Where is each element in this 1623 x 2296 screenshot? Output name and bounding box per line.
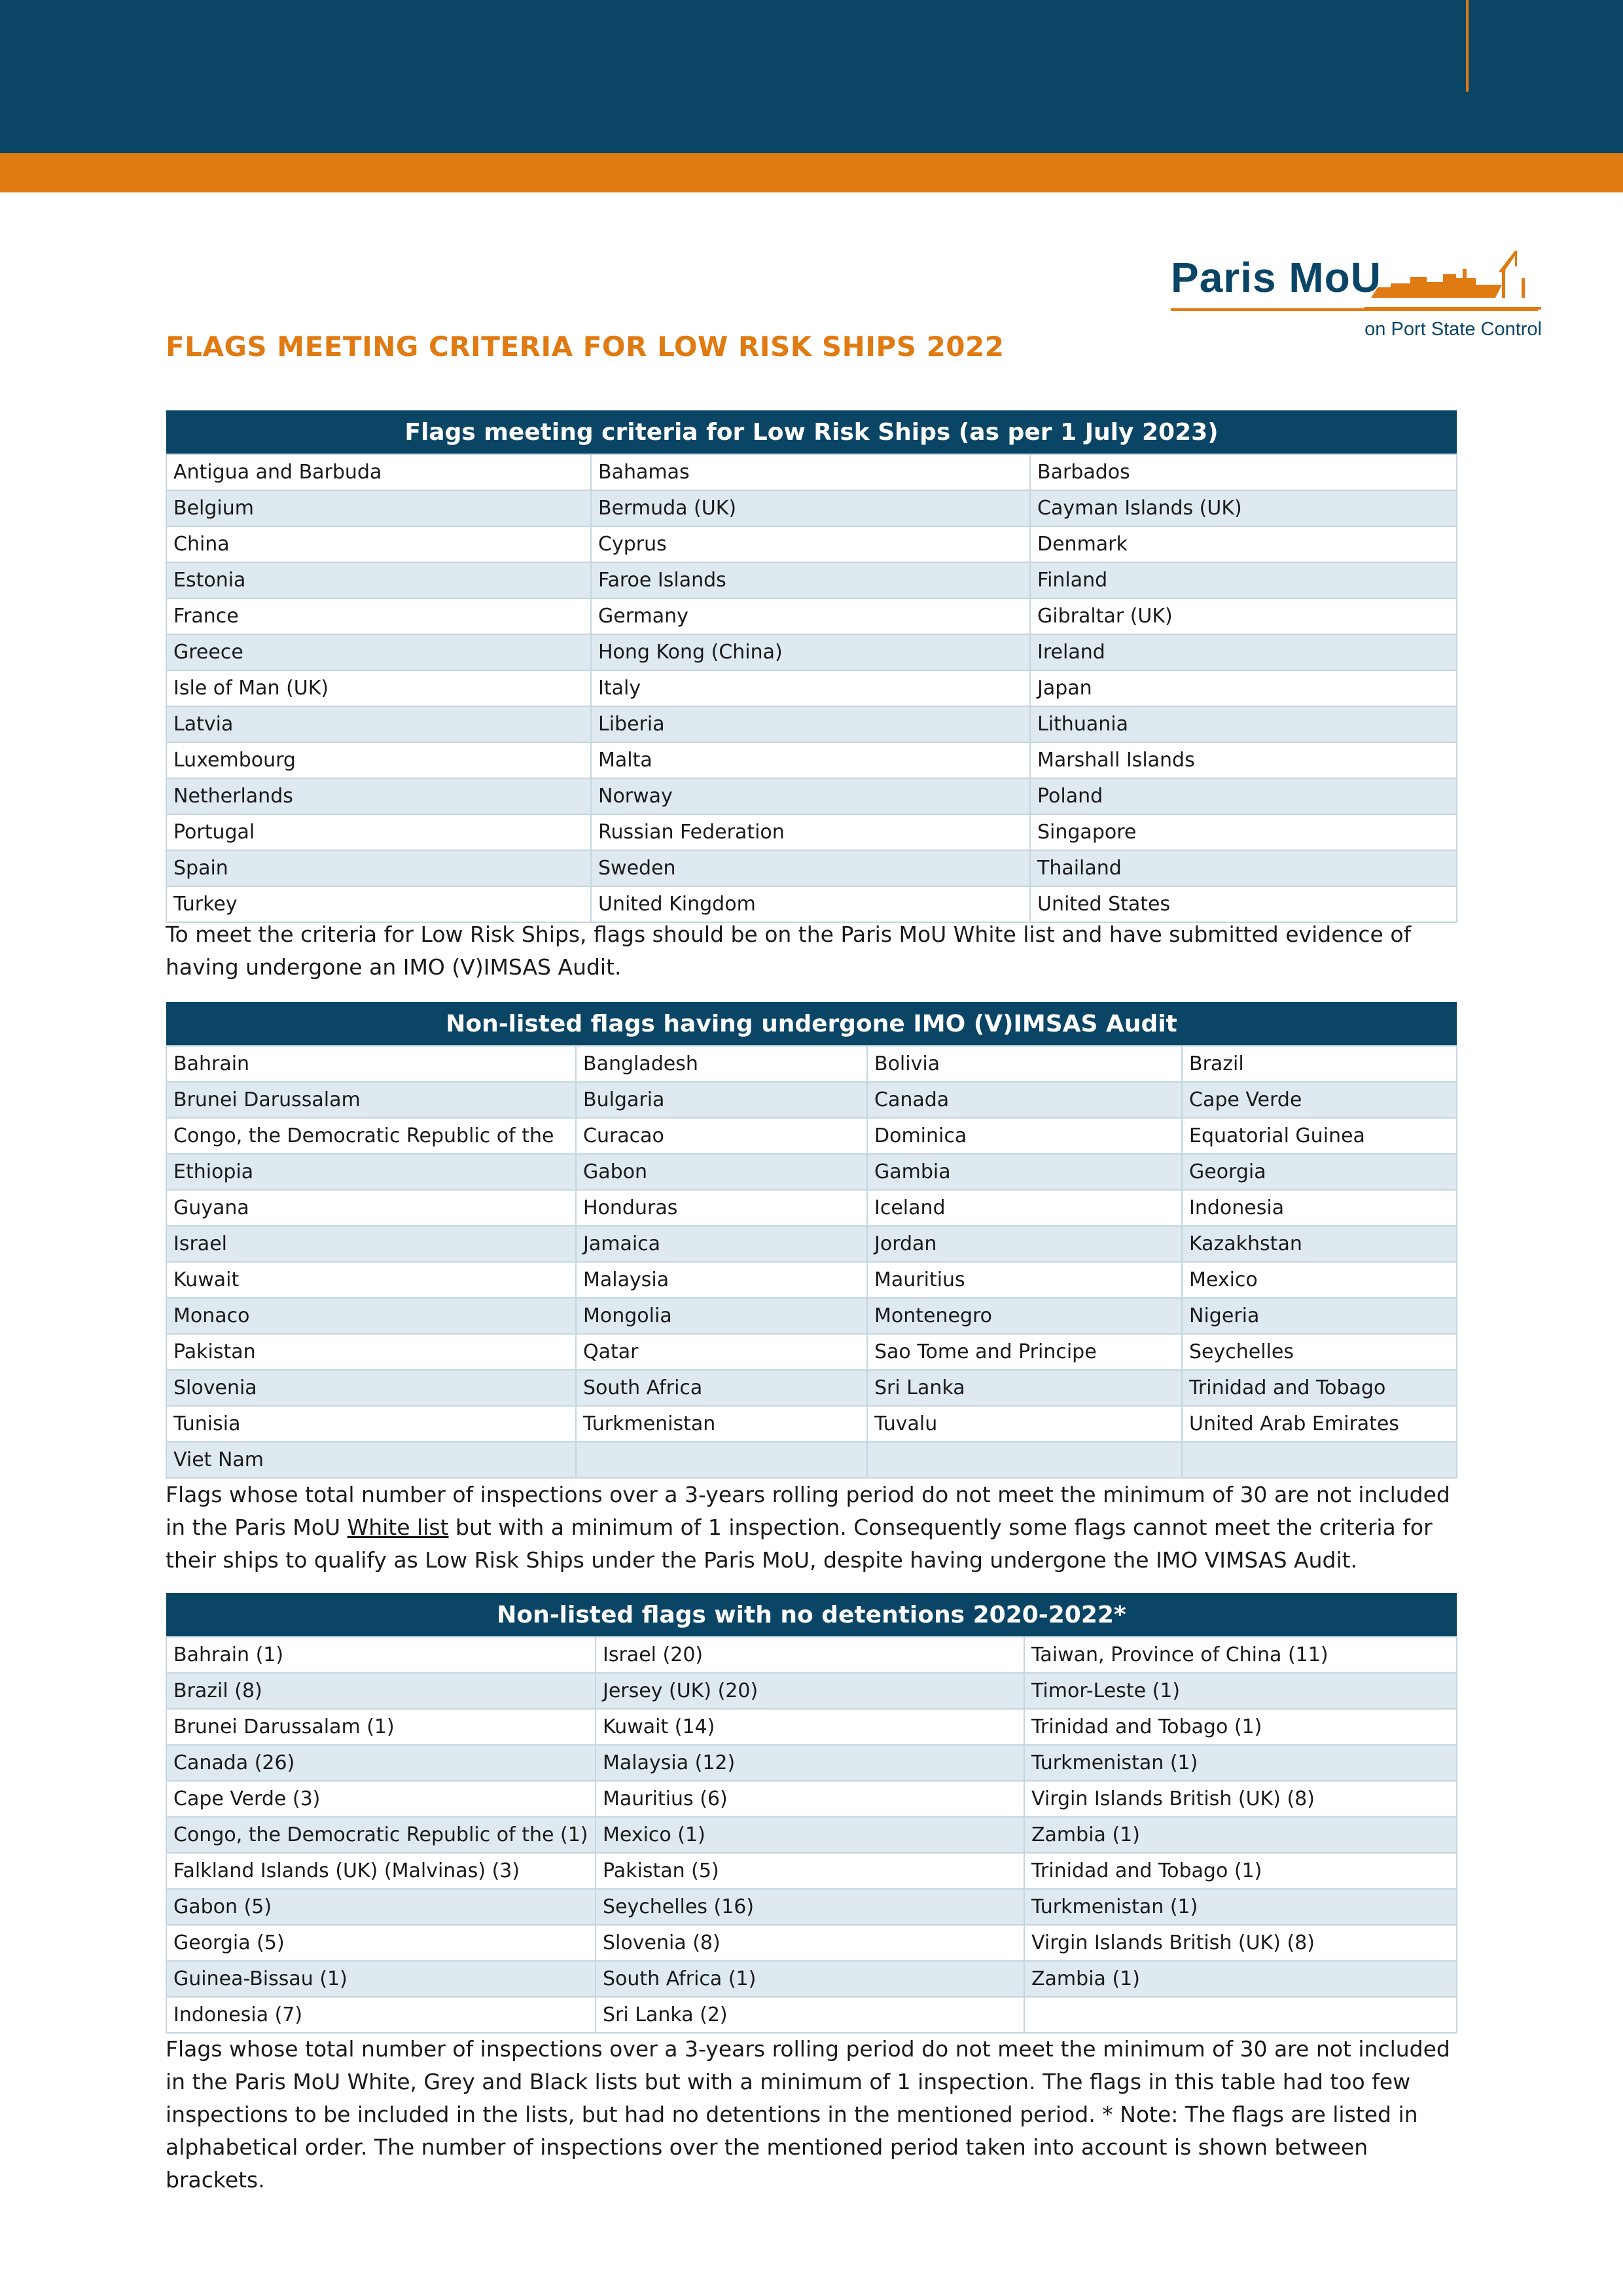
flag-cell: United States bbox=[1030, 886, 1457, 922]
flag-cell: Brazil (8) bbox=[166, 1673, 596, 1709]
flag-cell: Kuwait (14) bbox=[596, 1709, 1024, 1745]
white-list-note bbox=[166, 1479, 1461, 1577]
table-title: Flags meeting criteria for Low Risk Ships (as per 1 July 2023) bbox=[166, 410, 1457, 454]
flag-cell: Malaysia (12) bbox=[596, 1745, 1024, 1781]
flag-cell: Estonia bbox=[166, 562, 591, 598]
table-row bbox=[166, 1046, 1457, 1082]
table-row bbox=[166, 742, 1457, 778]
white-list-note-text-2: but with a minimum of 1 inspection. Consequently some flags cannot meet the criteria for their ships to qualify as Low Risk Ships under the Paris MoU, despite having undergone the IMO VIMSAS Audit. bbox=[166, 1515, 1433, 1573]
logo-name: Paris MoU bbox=[1171, 254, 1382, 301]
flag-cell: Japan bbox=[1030, 670, 1457, 706]
flag-cell: Germany bbox=[591, 598, 1030, 634]
flag-cell: Israel (20) bbox=[596, 1637, 1024, 1673]
flag-cell bbox=[1024, 1997, 1457, 2033]
flag-cell: Slovenia bbox=[166, 1370, 576, 1406]
flag-cell: Canada (26) bbox=[166, 1745, 596, 1781]
table-row bbox=[166, 670, 1457, 706]
flag-cell: Brazil bbox=[1182, 1046, 1457, 1082]
table-row bbox=[166, 1190, 1457, 1226]
flag-cell: Congo, the Democratic Republic of the bbox=[166, 1118, 576, 1154]
flag-cell: Netherlands bbox=[166, 778, 591, 814]
table-row bbox=[166, 1889, 1457, 1925]
flag-cell: Brunei Darussalam bbox=[166, 1082, 576, 1118]
table-row bbox=[166, 1673, 1457, 1709]
flag-cell: Ireland bbox=[1030, 634, 1457, 670]
flag-cell: Pakistan (5) bbox=[596, 1853, 1024, 1889]
table-row bbox=[166, 1781, 1457, 1817]
flag-cell: Antigua and Barbuda bbox=[166, 454, 591, 490]
flag-cell: Liberia bbox=[591, 706, 1030, 742]
table-row bbox=[166, 1226, 1457, 1262]
flag-cell: Kuwait bbox=[166, 1262, 576, 1298]
flag-cell: Singapore bbox=[1030, 814, 1457, 850]
table-row bbox=[166, 1154, 1457, 1190]
flag-cell: Montenegro bbox=[867, 1298, 1182, 1334]
flag-cell: Latvia bbox=[166, 706, 591, 742]
flag-cell: Mexico (1) bbox=[596, 1817, 1024, 1853]
flag-cell: France bbox=[166, 598, 591, 634]
logo-underline bbox=[1171, 308, 1538, 311]
flag-cell: Indonesia (7) bbox=[166, 1997, 596, 2033]
flag-cell: Qatar bbox=[576, 1334, 867, 1370]
low-risk-criteria-note: To meet the criteria for Low Risk Ships, flags should be on the Paris MoU White list and have submitted evidence of having undergone an IMO (V)IMSAS Audit. bbox=[166, 922, 1412, 980]
flag-cell: Zambia (1) bbox=[1024, 1817, 1457, 1853]
flag-cell: Cape Verde bbox=[1182, 1082, 1457, 1118]
flag-cell: Tuvalu bbox=[867, 1406, 1182, 1442]
table-row bbox=[166, 1298, 1457, 1334]
flag-cell: Marshall Islands bbox=[1030, 742, 1457, 778]
table-row bbox=[166, 562, 1457, 598]
flag-cell: South Africa (1) bbox=[596, 1961, 1024, 1997]
table-row bbox=[166, 1118, 1457, 1154]
flag-cell: Gabon bbox=[576, 1154, 867, 1190]
flag-cell: Timor-Leste (1) bbox=[1024, 1673, 1457, 1709]
flag-cell: Malta bbox=[591, 742, 1030, 778]
flag-cell: Gibraltar (UK) bbox=[1030, 598, 1457, 634]
flag-cell: Spain bbox=[166, 850, 591, 886]
table-row bbox=[166, 490, 1457, 526]
flag-cell: Belgium bbox=[166, 490, 591, 526]
table-title: Non-listed flags with no detentions 2020-2022* bbox=[166, 1593, 1457, 1637]
flag-cell: Cyprus bbox=[591, 526, 1030, 562]
flag-cell: Jersey (UK) (20) bbox=[596, 1673, 1024, 1709]
header-accent-line bbox=[1466, 0, 1469, 92]
flag-cell: Trinidad and Tobago bbox=[1182, 1370, 1457, 1406]
flag-cell: Slovenia (8) bbox=[596, 1925, 1024, 1961]
flag-cell: Trinidad and Tobago (1) bbox=[1024, 1853, 1457, 1889]
flag-cell: Cayman Islands (UK) bbox=[1030, 490, 1457, 526]
table-title: Non-listed flags having undergone IMO (V)IMSAS Audit bbox=[166, 1002, 1457, 1046]
flag-cell: Falkland Islands (UK) (Malvinas) (3) bbox=[166, 1853, 596, 1889]
flag-cell: Finland bbox=[1030, 562, 1457, 598]
flag-cell: Mauritius bbox=[867, 1262, 1182, 1298]
flag-cell: Bahrain bbox=[166, 1046, 576, 1082]
table-row bbox=[166, 598, 1457, 634]
header-band bbox=[0, 0, 1623, 153]
flag-cell: Sri Lanka (2) bbox=[596, 1997, 1024, 2033]
table-row bbox=[166, 814, 1457, 850]
flag-cell: Curacao bbox=[576, 1118, 867, 1154]
table-row bbox=[166, 1817, 1457, 1853]
flag-cell: Viet Nam bbox=[166, 1442, 576, 1478]
flag-cell: Turkmenistan bbox=[576, 1406, 867, 1442]
flag-cell: Faroe Islands bbox=[591, 562, 1030, 598]
table-row bbox=[166, 1997, 1457, 2033]
flag-cell: Honduras bbox=[576, 1190, 867, 1226]
flag-cell: Bahrain (1) bbox=[166, 1637, 596, 1673]
flag-cell: Mexico bbox=[1182, 1262, 1457, 1298]
flag-cell: Kazakhstan bbox=[1182, 1226, 1457, 1262]
flag-cell: Guyana bbox=[166, 1190, 576, 1226]
table-row bbox=[166, 706, 1457, 742]
flag-cell bbox=[867, 1442, 1182, 1478]
table-row bbox=[166, 634, 1457, 670]
flag-cell: Bolivia bbox=[867, 1046, 1182, 1082]
flag-cell: Trinidad and Tobago (1) bbox=[1024, 1709, 1457, 1745]
table-row bbox=[166, 1334, 1457, 1370]
imsas-audit-flags-table bbox=[166, 1002, 1457, 1479]
table-row bbox=[166, 1262, 1457, 1298]
flag-cell: Jamaica bbox=[576, 1226, 867, 1262]
table-row bbox=[166, 778, 1457, 814]
flag-cell: Ethiopia bbox=[166, 1154, 576, 1190]
logo-subtitle: on Port State Control bbox=[1364, 319, 1542, 340]
flag-cell: Cape Verde (3) bbox=[166, 1781, 596, 1817]
page-title: FLAGS MEETING CRITERIA FOR LOW RISK SHIPS 2022 bbox=[166, 331, 1005, 363]
ship-crane-icon bbox=[1364, 245, 1541, 311]
flag-cell: China bbox=[166, 526, 591, 562]
flag-cell bbox=[1182, 1442, 1457, 1478]
flag-cell: Virgin Islands British (UK) (8) bbox=[1024, 1925, 1457, 1961]
table-row bbox=[166, 1370, 1457, 1406]
flag-cell: Poland bbox=[1030, 778, 1457, 814]
white-list-link[interactable]: White list bbox=[347, 1515, 449, 1540]
flag-cell: Bermuda (UK) bbox=[591, 490, 1030, 526]
flag-cell: Italy bbox=[591, 670, 1030, 706]
flag-cell: Isle of Man (UK) bbox=[166, 670, 591, 706]
flag-cell: Sri Lanka bbox=[867, 1370, 1182, 1406]
flag-cell: Guinea-Bissau (1) bbox=[166, 1961, 596, 1997]
table-row bbox=[166, 1637, 1457, 1673]
flag-cell: Turkmenistan (1) bbox=[1024, 1889, 1457, 1925]
flag-cell: Bahamas bbox=[591, 454, 1030, 490]
paris-mou-logo bbox=[1168, 245, 1544, 344]
flag-cell: Georgia (5) bbox=[166, 1925, 596, 1961]
flag-cell: Zambia (1) bbox=[1024, 1961, 1457, 1997]
low-risk-flags-table bbox=[166, 410, 1457, 923]
table-row bbox=[166, 1745, 1457, 1781]
flag-cell: Luxembourg bbox=[166, 742, 591, 778]
flag-cell: Mongolia bbox=[576, 1298, 867, 1334]
flag-cell: Sweden bbox=[591, 850, 1030, 886]
flag-cell: Turkmenistan (1) bbox=[1024, 1745, 1457, 1781]
flag-cell: Denmark bbox=[1030, 526, 1457, 562]
flag-cell: Greece bbox=[166, 634, 591, 670]
flag-cell: South Africa bbox=[576, 1370, 867, 1406]
flag-cell: Brunei Darussalam (1) bbox=[166, 1709, 596, 1745]
flag-cell: Bangladesh bbox=[576, 1046, 867, 1082]
flag-cell: Taiwan, Province of China (11) bbox=[1024, 1637, 1457, 1673]
table-row bbox=[166, 850, 1457, 886]
flag-cell: Seychelles bbox=[1182, 1334, 1457, 1370]
flag-cell: Portugal bbox=[166, 814, 591, 850]
flag-cell: Norway bbox=[591, 778, 1030, 814]
flag-cell: Turkey bbox=[166, 886, 591, 922]
flag-cell: United Arab Emirates bbox=[1182, 1406, 1457, 1442]
flag-cell: Congo, the Democratic Republic of the (1) bbox=[166, 1817, 596, 1853]
flag-cell: United Kingdom bbox=[591, 886, 1030, 922]
flag-cell: Equatorial Guinea bbox=[1182, 1118, 1457, 1154]
flag-cell: Virgin Islands British (UK) (8) bbox=[1024, 1781, 1457, 1817]
table-row bbox=[166, 1406, 1457, 1442]
flag-cell: Gambia bbox=[867, 1154, 1182, 1190]
table-row bbox=[166, 1709, 1457, 1745]
flag-cell: Bulgaria bbox=[576, 1082, 867, 1118]
flag-cell: Sao Tome and Principe bbox=[867, 1334, 1182, 1370]
flag-cell: Tunisia bbox=[166, 1406, 576, 1442]
flag-cell: Indonesia bbox=[1182, 1190, 1457, 1226]
flag-cell: Monaco bbox=[166, 1298, 576, 1334]
flag-cell: Barbados bbox=[1030, 454, 1457, 490]
flag-cell: Canada bbox=[867, 1082, 1182, 1118]
header-orange-band bbox=[0, 153, 1623, 192]
table-row bbox=[166, 1925, 1457, 1961]
flag-cell: Seychelles (16) bbox=[596, 1889, 1024, 1925]
flag-cell: Dominica bbox=[867, 1118, 1182, 1154]
flag-cell: Jordan bbox=[867, 1226, 1182, 1262]
flag-cell: Israel bbox=[166, 1226, 576, 1262]
table-row bbox=[166, 454, 1457, 490]
no-detention-flags-table bbox=[166, 1593, 1457, 2034]
flag-cell bbox=[576, 1442, 867, 1478]
flag-cell: Gabon (5) bbox=[166, 1889, 596, 1925]
white-list-note-text-1: Flags whose total number of inspections over a 3-years rolling period do not meet the minimum of 30 are not included in the Paris MoU bbox=[166, 1482, 1450, 1540]
flag-cell: Hong Kong (China) bbox=[591, 634, 1030, 670]
flag-cell: Malaysia bbox=[576, 1262, 867, 1298]
table-row bbox=[166, 1082, 1457, 1118]
flag-cell: Russian Federation bbox=[591, 814, 1030, 850]
table-row bbox=[166, 1442, 1457, 1478]
flag-cell: Thailand bbox=[1030, 850, 1457, 886]
table-row bbox=[166, 1853, 1457, 1889]
flag-cell: Mauritius (6) bbox=[596, 1781, 1024, 1817]
table-row bbox=[166, 1961, 1457, 1997]
table-row bbox=[166, 526, 1457, 562]
table-row bbox=[166, 886, 1457, 922]
no-detention-note: Flags whose total number of inspections over a 3-years rolling period do not meet the minimum of 30 are not included in the Paris MoU White, Grey and Black lists but with a minimum of 1 inspection. The flags in this table had too few inspections to be included in the lists, but had no detentions in the mentioned period. * Note: The flags are listed in alphabetical order. The number of inspections over the mentioned period taken into account is shown between brackets. bbox=[166, 2036, 1450, 2193]
flag-cell: Pakistan bbox=[166, 1334, 576, 1370]
flag-cell: Iceland bbox=[867, 1190, 1182, 1226]
flag-cell: Nigeria bbox=[1182, 1298, 1457, 1334]
flag-cell: Georgia bbox=[1182, 1154, 1457, 1190]
flag-cell: Lithuania bbox=[1030, 706, 1457, 742]
